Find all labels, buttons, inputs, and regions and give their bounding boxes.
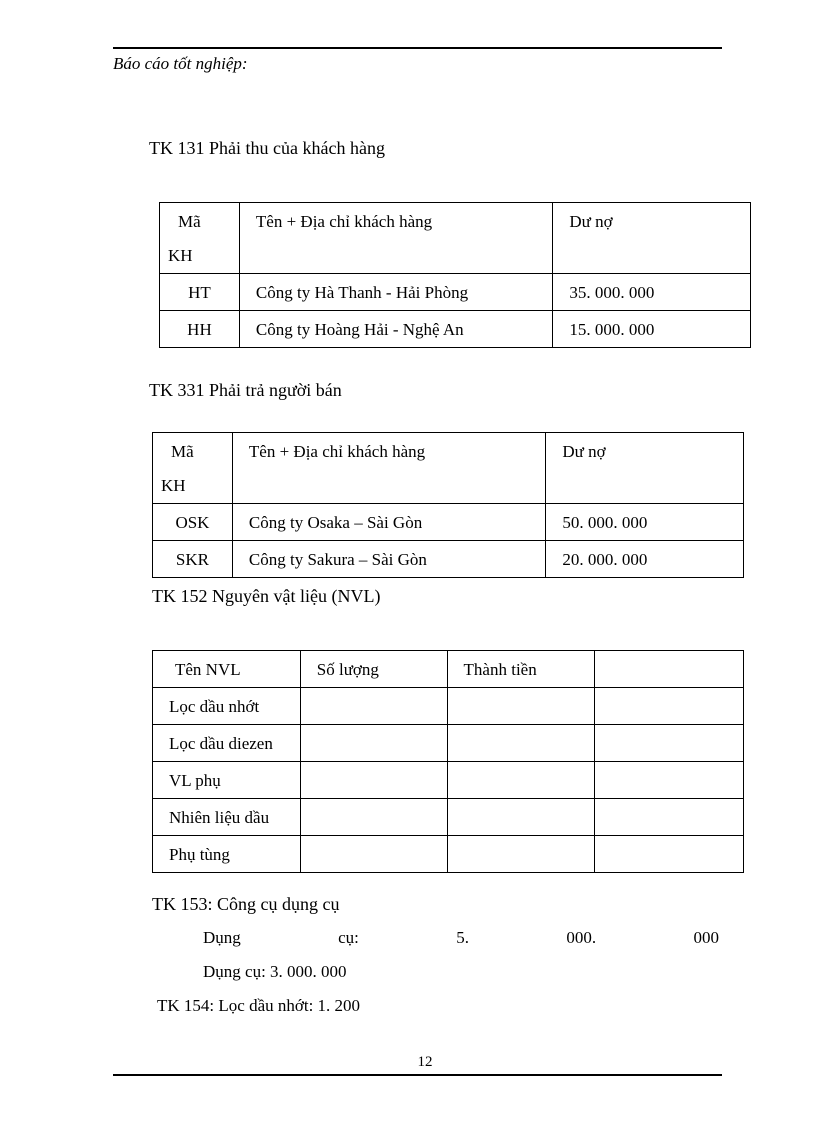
- header-rule: [113, 47, 722, 49]
- word: Dụng: [203, 928, 241, 947]
- row-name: Công ty Sakura – Sài Gòn: [248, 550, 427, 569]
- row-quantity: [300, 799, 447, 836]
- row-balance: 15. 000. 000: [569, 320, 655, 339]
- header-material: Tên NVL: [175, 660, 241, 679]
- tk154-line: TK 154: Lọc dầu nhớt: 1. 200: [157, 996, 361, 1015]
- tk153-title: TK 153: Công cụ dụng cụ: [152, 894, 340, 914]
- row-extra: [595, 836, 744, 873]
- table-row: [153, 688, 744, 725]
- table-row: [160, 274, 751, 311]
- header-balance: Dư nợ: [546, 433, 744, 504]
- word: cụ:: [338, 928, 359, 947]
- row-quantity: [300, 688, 447, 725]
- row-material: Lọc dầu nhớt: [169, 697, 260, 716]
- table-row: [153, 541, 744, 578]
- tk131-table: [159, 202, 751, 348]
- page-number: 12: [417, 1054, 433, 1070]
- table-row: [160, 311, 751, 348]
- row-balance: 50. 000. 000: [562, 513, 648, 532]
- row-material: Phụ tùng: [169, 845, 230, 864]
- tk152-table: [152, 650, 744, 873]
- row-balance: 20. 000. 000: [562, 550, 648, 569]
- table-header-row: [160, 203, 751, 274]
- row-name: Công ty Osaka – Sài Gòn: [248, 513, 423, 532]
- row-code: OSK: [175, 513, 210, 532]
- table-header-row: [153, 433, 744, 504]
- word: 5.: [456, 928, 470, 947]
- word: 000.: [566, 928, 597, 947]
- row-extra: [595, 725, 744, 762]
- tk153-line-2: Dụng cụ: 3. 000. 000: [203, 962, 347, 981]
- header-name: Tên + Địa chỉ khách hàng: [232, 433, 545, 504]
- row-amount: [447, 799, 595, 836]
- row-material: Lọc dầu diezen: [169, 734, 273, 753]
- header-amount: Thành tiền: [463, 660, 537, 679]
- header-name: Tên + Địa chỉ khách hàng: [239, 203, 552, 274]
- row-amount: [447, 762, 595, 799]
- row-name: Công ty Hà Thanh - Hải Phòng: [255, 283, 469, 302]
- report-header: Báo cáo tốt nghiệp:: [113, 54, 248, 73]
- table-row: [153, 762, 744, 799]
- row-balance: 35. 000. 000: [569, 283, 655, 302]
- row-amount: [447, 836, 595, 873]
- word: 000: [693, 928, 719, 947]
- row-quantity: [300, 762, 447, 799]
- tk152-title: TK 152 Nguyên vật liệu (NVL): [152, 586, 381, 606]
- header-code: Mã KH: [160, 203, 240, 274]
- row-extra: [595, 688, 744, 725]
- row-quantity: [300, 836, 447, 873]
- row-quantity: [300, 725, 447, 762]
- row-extra: [595, 762, 744, 799]
- header-extra: [595, 651, 743, 653]
- row-code: HT: [188, 283, 211, 302]
- table-row: [153, 504, 744, 541]
- row-amount: [447, 688, 595, 725]
- row-name: Công ty Hoàng Hải - Nghệ An: [255, 320, 464, 339]
- row-code: SKR: [175, 550, 209, 569]
- tk331-title: TK 331 Phải trả người bán: [149, 380, 342, 400]
- table-row: [153, 725, 744, 762]
- table-header-row: [153, 651, 744, 688]
- row-material: VL phụ: [169, 771, 221, 790]
- header-balance: Dư nợ: [553, 203, 751, 274]
- footer-rule: [113, 1074, 722, 1076]
- tk331-table: [152, 432, 744, 578]
- table-row: [153, 799, 744, 836]
- row-amount: [447, 725, 595, 762]
- table-row: [153, 836, 744, 873]
- header-quantity: Số lượng: [316, 660, 379, 679]
- header-code: Mã KH: [153, 433, 233, 504]
- tk131-title: TK 131 Phải thu của khách hàng: [149, 138, 385, 158]
- row-material: Nhiên liệu dầu: [169, 808, 270, 827]
- row-code: HH: [187, 320, 212, 339]
- row-extra: [595, 799, 744, 836]
- tk153-line-1: [203, 928, 719, 948]
